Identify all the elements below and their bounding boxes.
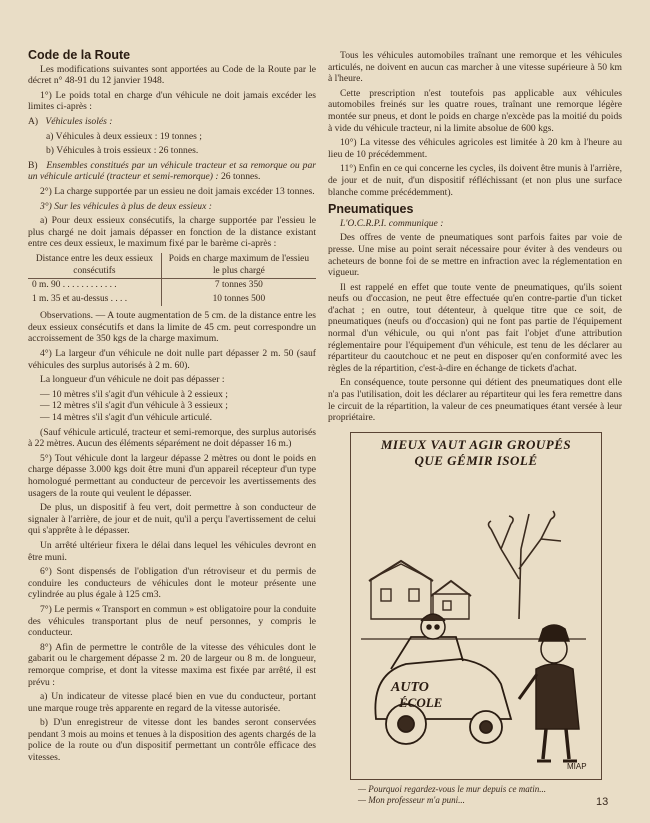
paragraph: Il est rappelé en effet que toute vente de pneumatiques, qu'ils soient neufs ou d'occasion, ne peut être effectuée qu'en contre-partie d'un ticket d'achat ; en outre, tout détenteur, à quelque titre que ce soit, de pneumatiques (neufs ou d'occasion) qui ne font pas partie de l'équipement normal d'un véhicule, ou qui n'ont pas fait l'objet d'une attribution réglementaire pour l'équipement d'un véhicule, est tenu de les déclarer au répartiteur du caoutchouc et ne peut en disposer qu'en conformité avec les règles de la répartition, c'est-à-dire en échange de tickets d'achat. bbox=[328, 281, 622, 374]
man-figure bbox=[519, 625, 579, 761]
paragraph: En conséquence, toute personne qui détient des pneumatiques dont elle n'a pas l'utilisation, doit les déclarer au répartiteur qui les fera remettre dans le circuit de la répartition, la valeur de ces pneumatiques étant versée à leur propriétaire. bbox=[328, 377, 622, 424]
list-item: — 10 mètres s'il s'agit d'un véhicule à 2 essieux ; bbox=[40, 388, 228, 400]
paragraph: 4°) La largeur d'un véhicule ne doit nulle part dépasser 2 m. 50 (sauf véhicules des surplus autorisés à 2 m. 60). bbox=[28, 348, 316, 371]
paragraph: Un arrêté ultérieur fixera le délai dans lequel les véhicules devront en être muni. bbox=[28, 539, 316, 563]
paragraph: 2°) La charge supportée par un essieu ne doit jamais excéder 13 tonnes. bbox=[40, 185, 315, 197]
paragraph: 10°) La vitesse des véhicules agricoles est limitée à 20 km à l'heure au lieu de 10 précédemment. bbox=[328, 137, 622, 160]
buildings-illustration bbox=[369, 561, 471, 619]
list-item: — 14 mètres s'il s'agit d'un véhicule articulé. bbox=[40, 412, 212, 424]
table-cell: 10 tonnes 500 bbox=[212, 293, 266, 304]
section-title-pneumatiques: Pneumatiques bbox=[328, 202, 414, 217]
axle-weight-table bbox=[28, 253, 316, 306]
caption-line: — Pourquoi regardez-vous le mur depuis ce matin... bbox=[358, 784, 546, 794]
caption-line: — Mon professeur m'a puni... bbox=[358, 795, 465, 805]
table-header: Poids en charge maximum de l'essieu le plus chargé bbox=[161, 253, 316, 279]
table-row bbox=[28, 293, 316, 307]
table-cell: 1 m. 35 et au-dessus . . . . bbox=[28, 293, 161, 307]
paragraph: Des offres de vente de pneumatiques sont parfois faites par voie de presse. Une mise au point serait nécessaire pour éviter à des vendeurs ou acheteurs de bonne foi de se mettre en infraction avec la réglementation en vigueur. bbox=[328, 232, 622, 279]
cartoon-title: MIEUX VAUT AGIR GROUPÉS QUE GÉMIR ISOLÉ bbox=[380, 437, 572, 468]
cartoon-caption bbox=[358, 784, 598, 806]
page-number: 13 bbox=[596, 796, 609, 808]
cartoon-illustration bbox=[351, 469, 601, 775]
left-column bbox=[28, 50, 316, 767]
paragraph: Cette prescription n'est toutefois pas applicable aux véhicules automobiles freinés sur les quatre roues, traînant une remorque légère montée sur pneus, et dont le poids en charge n'excède pas la moitié du poids à vide du véhicule tracteur, ni la limite absolue de 600 kgs. bbox=[328, 87, 622, 134]
paragraph: 6°) Sont dispensés de l'obligation d'un rétroviseur et du permis de conduire les conducteurs de véhicules dont le moteur présente une cylindrée au plus égale à 125 cm3. bbox=[28, 566, 316, 601]
paragraph: 1°) Le poids total en charge d'un véhicule ne doit jamais excéder les limites ci-après : bbox=[28, 89, 316, 113]
driver-figure bbox=[421, 614, 445, 639]
item-b: B) Ensembles constitués par un véhicule tracteur et sa remorque ou par un véhicule articulé (tracteur et semi-remorque) : 26 tonnes. bbox=[28, 159, 316, 183]
car-text-ecole: ÉCOLE bbox=[399, 695, 443, 710]
table-cell: 7 tonnes 350 bbox=[214, 280, 263, 291]
table-header: Distance entre les deux essieux consécutifs bbox=[28, 253, 161, 279]
item-a: A) Véhicules isolés : bbox=[28, 115, 113, 127]
car-text-auto: AUTO bbox=[391, 680, 429, 695]
paragraph: Tous les véhicules automobiles traînant une remorque et les véhicules articulés, ne doivent en aucun cas marcher à une vitesse supérieure à 50 km à l'heure. bbox=[328, 50, 622, 85]
paragraph: De plus, un dispositif à feu vert, doit permettre à son conducteur de signaler à l'arrière, de jour et de nuit, qu'il a perçu l'avertissement de celui qui s'apprête à le dépasser. bbox=[28, 502, 316, 537]
artist-signature: MIAP bbox=[567, 762, 587, 771]
paragraph: (Sauf véhicule articulé, tracteur et semi-remorque, des surplus autorisés à 22 mètres. Aucun des éléments séparément ne doit dépasser 16 m.) bbox=[28, 426, 316, 450]
sub-item: b) Véhicules à trois essieux : 26 tonnes. bbox=[46, 145, 199, 157]
section-title-code-route: Code de la Route bbox=[28, 48, 131, 62]
cartoon-frame bbox=[350, 432, 602, 780]
list-item: — 12 mètres s'il s'agit d'un véhicule à 3 essieux ; bbox=[40, 400, 228, 412]
paragraph: 8°) Afin de permettre le contrôle de la vitesse des véhicules dont le gabarit ou le chargement dépasse 2 m. 20 de largeur ou 8 m. de longueur, remorque comprise, et dont la vitesse maxima est fixée par arrêté, il est prévu : bbox=[28, 641, 316, 688]
sub-item: a) Véhicules à deux essieux : 19 tonnes ; bbox=[46, 130, 202, 142]
paragraph: 7°) Le permis « Transport en commun » est obligatoire pour la conduite des véhicules transportant plus de neuf personnes, y compris le conducteur. bbox=[28, 603, 316, 639]
paragraph: a) Pour deux essieux consécutifs, la charge supportée par l'essieu le plus chargé ne doit jamais dépasser en fonction de la distance existant entre ces deux essieux, le maximum fixé par le barème ci-après : bbox=[28, 215, 316, 250]
paragraph: Observations. — A toute augmentation de 5 cm. de la distance entre les deux essieux consécutifs et dans la limite de 45 cm. peut correspondre un accroissement de 350 kgs de la charge maximum. bbox=[28, 310, 316, 345]
table-row bbox=[28, 279, 316, 293]
paragraph: La longueur d'un véhicule ne doit pas dépasser : bbox=[40, 374, 225, 386]
table-cell: 0 m. 90 . . . . . . . . . . . . bbox=[28, 279, 161, 293]
paragraph: b) D'un enregistreur de vitesse dont les bandes seront conservées pendant 3 mois au moins et tenues à la disposition des agents chargés de la police de la route ou d'un dispositif permettant un contrôle efficace des vitesses. bbox=[28, 717, 316, 764]
paragraph: a) Un indicateur de vitesse placé bien en vue du conducteur, portant une marque rouge très apparente en regard de la vitesse autorisée. bbox=[28, 691, 316, 714]
communique-label: L'O.C.R.P.I. communique : bbox=[340, 217, 444, 229]
paragraph: 11°) Enfin en ce qui concerne les cycles, ils doivent être munis à l'arrière, de jour et de nuit, d'un dispositif réfléchissant (et non plus une surface blanche comme précédemment). bbox=[328, 163, 622, 198]
tree-illustration bbox=[489, 511, 562, 619]
paragraph: 3°) Sur les véhicules à plus de deux essieux : bbox=[40, 200, 212, 212]
right-column bbox=[328, 50, 622, 427]
paragraph: Les modifications suivantes sont apportées au Code de la Route par le décret n° 48-91 du 12 janvier 1948. bbox=[28, 63, 316, 87]
paragraph: 5°) Tout véhicule dont la largeur dépasse 2 mètres ou dont le poids en charge dépasse 3.000 kgs doit être muni d'un appareil récepteur d'un type homologué permettant au conducteur de percevoir les avertissements des usagers de la route qui veulent le dépasser. bbox=[28, 452, 316, 499]
